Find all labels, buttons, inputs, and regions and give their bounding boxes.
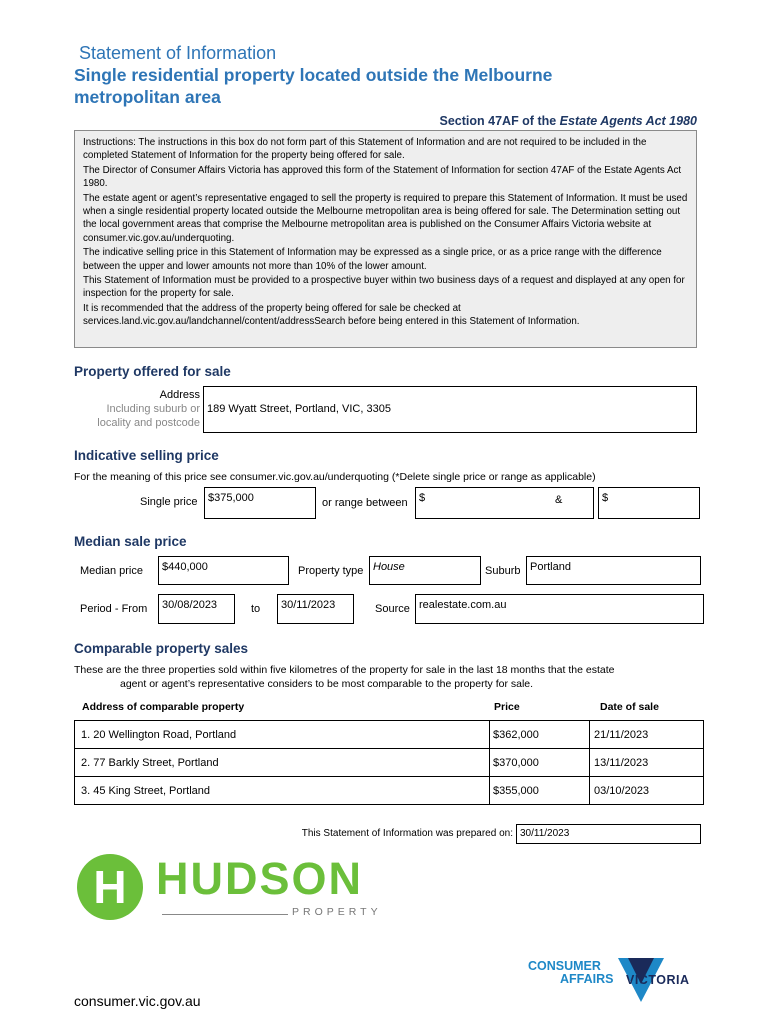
address-label-main: Address	[159, 389, 200, 401]
single-price-field[interactable]: $375,000	[204, 487, 316, 519]
suburb-label: Suburb	[485, 565, 521, 577]
instruction-2: The Director of Consumer Affairs Victoria has approved this form of the Statement of Information for section 47AF of the Estate Agents Act 1980.	[83, 164, 682, 190]
address-label-hint2: locality and postcode	[97, 417, 200, 429]
act-reference-prefix: Section 47AF of the	[439, 114, 560, 128]
comparable-address-cell[interactable]: 2. 77 Barkly Street, Portland	[75, 749, 490, 777]
instruction-6: It is recommended that the address of the property being offered for sale be checked at services.land.vic.gov.au/landchannel/content/addressSearch before being entered in this Statement of Information.	[83, 302, 580, 328]
indicative-note: For the meaning of this price see consumer.vic.gov.au/underquoting (*Delete single price or range as applicable)	[74, 471, 596, 483]
period-from-field[interactable]: 30/08/2023	[158, 594, 235, 624]
col-header-address: Address of comparable property	[82, 701, 245, 713]
act-reference-name: Estate Agents Act 1980	[559, 114, 697, 128]
col-header-date: Date of sale	[600, 701, 659, 713]
table-row	[75, 749, 704, 777]
median-price-label: Median price	[80, 565, 143, 577]
table-row	[75, 777, 704, 805]
comparable-date-cell[interactable]: 21/11/2023	[590, 721, 704, 749]
source-field[interactable]: realestate.com.au	[415, 594, 704, 624]
indicative-heading: Indicative selling price	[74, 448, 219, 463]
instruction-3: The estate agent or agent’s representative engaged to sell the property is required to prepare this Statement of Information. It must be used when a single residential property located outside the Melbourne metropolitan area is being offered for sale. The Determination setting out the local government areas that comprise the Melbourne metropolitan area is published on the Consumer Affairs Victoria website at consumer.vic.gov.au/underquoting.	[83, 192, 688, 244]
address-label	[80, 388, 200, 430]
instruction-1: Instructions: The instructions in this box do not form part of this Statement of Information and are not required to be included in the completed Statement of Information for the property being offered for sale.	[83, 137, 647, 162]
property-heading: Property offered for sale	[74, 364, 231, 379]
instructions-box	[74, 130, 697, 348]
address-label-hint1: Including suburb or	[106, 403, 200, 415]
hudson-brand: HUDSON	[156, 853, 364, 904]
comparable-heading: Comparable property sales	[74, 641, 249, 656]
hudson-tagline: PROPERTY	[288, 906, 382, 918]
comparable-price-cell[interactable]: $362,000	[490, 721, 590, 749]
cav-line2: AFFAIRS	[560, 972, 614, 986]
median-price-field[interactable]: $440,000	[158, 556, 289, 585]
single-price-label: Single price	[140, 496, 198, 508]
col-header-price: Price	[494, 701, 520, 713]
comparable-date-cell[interactable]: 03/10/2023	[590, 777, 704, 805]
prepared-on-label: This Statement of Information was prepared on:	[301, 828, 513, 839]
hudson-logo	[74, 853, 414, 923]
form-subtitle-line2: metropolitan area	[74, 87, 221, 107]
range-high-field[interactable]: $	[598, 487, 700, 519]
period-to-field[interactable]: 30/11/2023	[277, 594, 354, 624]
act-reference	[440, 114, 697, 128]
comparable-address-cell[interactable]: 1. 20 Wellington Road, Portland	[75, 721, 490, 749]
median-heading: Median sale price	[74, 534, 187, 549]
cav-line3: VICTORIA	[626, 973, 690, 987]
comparable-note-line1: These are the three properties sold within five kilometres of the property for sale in the last 18 months that the estate	[74, 664, 615, 676]
suburb-field[interactable]: Portland	[526, 556, 701, 585]
comparable-date-cell[interactable]: 13/11/2023	[590, 749, 704, 777]
address-field[interactable]: 189 Wyatt Street, Portland, VIC, 3305	[203, 386, 697, 433]
prepared-on-field[interactable]: 30/11/2023	[516, 824, 701, 844]
comparable-address-cell[interactable]: 3. 45 King Street, Portland	[75, 777, 490, 805]
range-label: or range between	[322, 497, 408, 509]
range-low-field[interactable]: $	[415, 487, 594, 519]
property-type-field[interactable]: House	[369, 556, 481, 585]
form-subtitle-line1: Single residential property located outside the Melbourne	[74, 65, 553, 85]
cav-logo	[528, 958, 708, 1004]
property-type-label: Property type	[298, 565, 364, 577]
instruction-4: The indicative selling price in this Statement of Information may be expressed as a single price, or as a price range with the difference between the upper and lower amounts not more than 10% of the lower amount.	[83, 247, 662, 272]
form-title: Statement of Information	[79, 43, 277, 63]
table-row	[75, 721, 704, 749]
source-label: Source	[375, 603, 410, 615]
period-to-label: to	[251, 603, 261, 615]
hudson-h-circle-icon	[77, 854, 143, 920]
footer-url: consumer.vic.gov.au	[74, 993, 201, 1009]
period-from-label: Period - From	[80, 603, 148, 615]
comparable-price-cell[interactable]: $370,000	[490, 749, 590, 777]
instruction-5: This Statement of Information must be provided to a prospective buyer within two business days of a request and displayed at any open for inspection for the property for sale.	[83, 275, 685, 300]
cav-line1: CONSUMER	[528, 959, 601, 973]
comparable-note-line2: agent or agent’s representative considers to be most comparable to the property for sale.	[120, 678, 534, 690]
comparable-price-cell[interactable]: $355,000	[490, 777, 590, 805]
range-separator: &	[555, 494, 563, 506]
comparable-table	[74, 720, 704, 805]
hudson-h-letter: H	[93, 861, 127, 913]
